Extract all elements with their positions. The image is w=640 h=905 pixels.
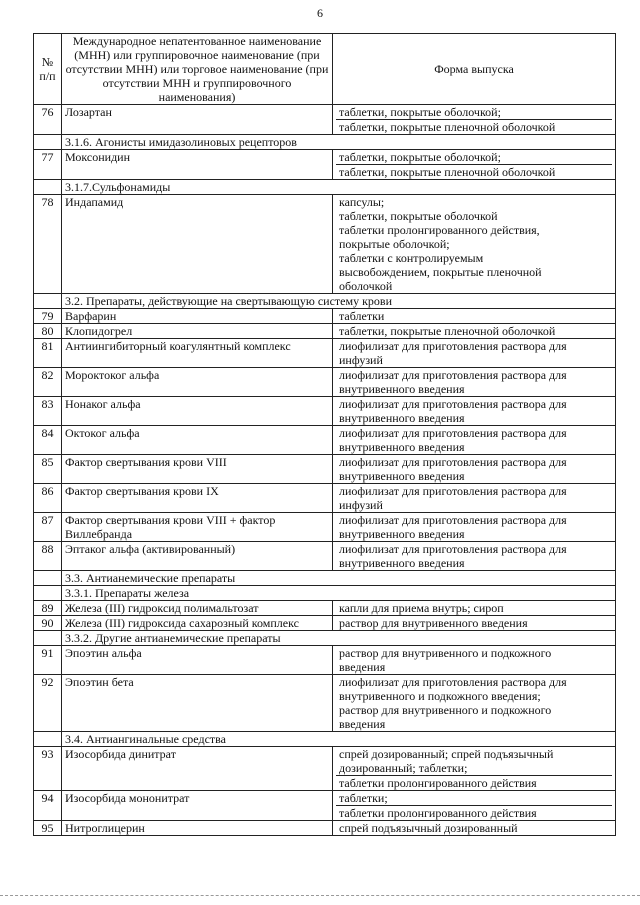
release-form-line: дозированный; таблетки; (339, 761, 468, 775)
release-form-line: лиофилизат для приготовления раствора для (339, 675, 567, 689)
row-number: 89 (34, 601, 62, 616)
row-number: 83 (34, 397, 62, 426)
row-number: 95 (34, 821, 62, 836)
row-number: 91 (34, 646, 62, 675)
release-form-line: внутривенного введения (339, 411, 465, 425)
section-row (34, 135, 616, 150)
release-form-line: введения (339, 717, 386, 731)
section-row (34, 294, 616, 309)
drug-name: Клопидогрел (62, 324, 333, 339)
section-num-cell (34, 571, 62, 586)
section-row (34, 631, 616, 646)
table-row (34, 747, 616, 791)
table-row (34, 513, 616, 542)
release-form-line: высвобождением, покрытые пленочной (339, 265, 542, 279)
table-row (34, 324, 616, 339)
section-num-cell (34, 631, 62, 646)
table-row (34, 397, 616, 426)
release-form-cell (333, 821, 616, 836)
release-form-line: внутривенного введения (339, 440, 465, 454)
table-row (34, 542, 616, 571)
header-form: Форма выпуска (333, 34, 616, 105)
section-title: 3.4. Антиангинальные средства (62, 732, 616, 747)
row-number: 80 (34, 324, 62, 339)
drug-name: Эпоэтин альфа (62, 646, 333, 675)
release-form-cell (333, 195, 616, 294)
release-form-cell (333, 455, 616, 484)
section-title: 3.3.2. Другие антианемические препараты (62, 631, 616, 646)
release-form-line: инфузий (339, 353, 383, 367)
release-form-line: лиофилизат для приготовления раствора для (339, 339, 567, 353)
release-form-line: таблетки, покрытые пленочной оболочкой (336, 164, 612, 179)
header-name: Международное непатентованное наименование (МНН) или группировочное наименование (при отсутствии МНН) или торговое наименование (при отсутствии МНН и группировочного наименования) (62, 34, 333, 105)
section-row (34, 732, 616, 747)
section-num-cell (34, 732, 62, 747)
release-form-cell (333, 542, 616, 571)
release-form-cell (333, 368, 616, 397)
row-number: 82 (34, 368, 62, 397)
drug-name: Изосорбида динитрат (62, 747, 333, 791)
row-number: 81 (34, 339, 62, 368)
release-form-line: введения (339, 660, 386, 674)
table-row (34, 309, 616, 324)
table-row (34, 426, 616, 455)
table-row (34, 150, 616, 180)
table-row (34, 195, 616, 294)
table-row (34, 646, 616, 675)
drug-name: Варфарин (62, 309, 333, 324)
section-row (34, 180, 616, 195)
release-form-cell (333, 675, 616, 732)
row-number: 90 (34, 616, 62, 631)
release-form-cell (333, 601, 616, 616)
drug-name: Фактор свертывания крови VIII + фактор Виллебранда (62, 513, 333, 542)
row-number: 76 (34, 105, 62, 135)
release-form-line: внутривенного введения (339, 527, 465, 541)
row-number: 77 (34, 150, 62, 180)
release-form-cell (333, 747, 616, 791)
release-form-line: лиофилизат для приготовления раствора для (339, 484, 567, 498)
release-form-cell (333, 339, 616, 368)
table-row (34, 675, 616, 732)
release-form-cell (333, 324, 616, 339)
release-form-line: таблетки (339, 309, 385, 323)
drug-name: Лозартан (62, 105, 333, 135)
table-row (34, 455, 616, 484)
release-form-line: таблетки, покрытые пленочной оболочкой (336, 119, 612, 134)
row-number: 84 (34, 426, 62, 455)
drug-name: Нитроглицерин (62, 821, 333, 836)
release-form-line: капсулы; (339, 195, 385, 209)
row-number: 86 (34, 484, 62, 513)
release-form-cell (333, 397, 616, 426)
release-form-line: таблетки пролонгированного действия (336, 775, 612, 790)
row-number: 92 (34, 675, 62, 732)
release-form-cell (333, 105, 616, 135)
release-form-line: лиофилизат для приготовления раствора для (339, 542, 567, 556)
release-form-line: таблетки пролонгированного действия, (339, 223, 540, 237)
table-row (34, 616, 616, 631)
drug-name: Антиингибиторный коагулянтный комплекс (62, 339, 333, 368)
drug-name: Мороктоког альфа (62, 368, 333, 397)
drug-table (33, 33, 616, 836)
release-form-cell (333, 309, 616, 324)
release-form-line: спрей подъязычный дозированный (339, 821, 518, 835)
release-form-line: лиофилизат для приготовления раствора для (339, 513, 567, 527)
release-form-line: лиофилизат для приготовления раствора для (339, 368, 567, 382)
release-form-cell (333, 484, 616, 513)
table-row (34, 601, 616, 616)
release-form-line: внутривенного и подкожного введения; (339, 689, 541, 703)
section-row (34, 586, 616, 601)
section-title: 3.3.1. Препараты железа (62, 586, 616, 601)
section-title: 3.1.6. Агонисты имидазолиновых рецепторов (62, 135, 616, 150)
table-row (34, 791, 616, 821)
row-number: 88 (34, 542, 62, 571)
release-form-line: таблетки, покрытые оболочкой (339, 209, 498, 223)
release-form-line: внутривенного введения (339, 382, 465, 396)
table-row (34, 821, 616, 836)
section-num-cell (34, 180, 62, 195)
release-form-line: внутривенного введения (339, 556, 465, 570)
drug-name: Железа (III) гидроксида сахарозный комплекс (62, 616, 333, 631)
release-form-line: оболочкой (339, 279, 393, 293)
release-form-cell (333, 791, 616, 821)
header-number: № п/п (34, 34, 62, 105)
section-title: 3.3. Антианемические препараты (62, 571, 616, 586)
drug-name: Фактор свертывания крови VIII (62, 455, 333, 484)
release-form-cell (333, 646, 616, 675)
release-form-line: инфузий (339, 498, 383, 512)
release-form-line: лиофилизат для приготовления раствора для (339, 397, 567, 411)
row-number: 87 (34, 513, 62, 542)
release-form-line: лиофилизат для приготовления раствора для (339, 455, 567, 469)
drug-name: Нонаког альфа (62, 397, 333, 426)
section-title: 3.1.7.Сульфонамиды (62, 180, 616, 195)
row-number: 78 (34, 195, 62, 294)
release-form-cell (333, 426, 616, 455)
release-form-line: спрей дозированный; спрей подъязычный (339, 747, 554, 761)
table-row (34, 339, 616, 368)
bottom-scan-edge (0, 895, 640, 897)
table-row (34, 368, 616, 397)
release-form-line: внутривенного введения (339, 469, 465, 483)
page-number: 6 (317, 6, 323, 20)
release-form-line: таблетки с контролируемым (339, 251, 484, 265)
row-number: 85 (34, 455, 62, 484)
release-form-line: раствор для внутривенного и подкожного (339, 646, 552, 660)
table-row (34, 484, 616, 513)
release-form-cell (333, 513, 616, 542)
release-form-line: таблетки пролонгированного действия (336, 805, 612, 820)
release-form-line: капли для приема внутрь; сироп (339, 601, 504, 615)
section-num-cell (34, 135, 62, 150)
release-form-cell (333, 150, 616, 180)
release-form-line: таблетки; (339, 791, 388, 805)
release-form-line: таблетки, покрытые оболочкой; (339, 150, 501, 164)
row-number: 79 (34, 309, 62, 324)
drug-name: Эпоэтин бета (62, 675, 333, 732)
row-number: 93 (34, 747, 62, 791)
drug-name: Индапамид (62, 195, 333, 294)
drug-name: Моксонидин (62, 150, 333, 180)
release-form-line: таблетки, покрытые оболочкой; (339, 105, 501, 119)
table-row (34, 105, 616, 135)
section-title: 3.2. Препараты, действующие на свертывающую систему крови (62, 294, 616, 309)
table-header-row (34, 34, 616, 105)
drug-name: Изосорбида мононитрат (62, 791, 333, 821)
release-form-line: раствор для внутривенного введения (339, 616, 528, 630)
release-form-line: покрытые оболочкой; (339, 237, 450, 251)
release-form-line: таблетки, покрытые пленочной оболочкой (339, 324, 556, 338)
release-form-line: раствор для внутривенного и подкожного (339, 703, 552, 717)
section-num-cell (34, 586, 62, 601)
drug-name: Фактор свертывания крови IX (62, 484, 333, 513)
table-body (34, 105, 616, 836)
drug-name: Железа (III) гидроксид полимальтозат (62, 601, 333, 616)
drug-name: Октоког альфа (62, 426, 333, 455)
release-form-cell (333, 616, 616, 631)
release-form-line: лиофилизат для приготовления раствора для (339, 426, 567, 440)
drug-name: Эптаког альфа (активированный) (62, 542, 333, 571)
section-row (34, 571, 616, 586)
row-number: 94 (34, 791, 62, 821)
section-num-cell (34, 294, 62, 309)
